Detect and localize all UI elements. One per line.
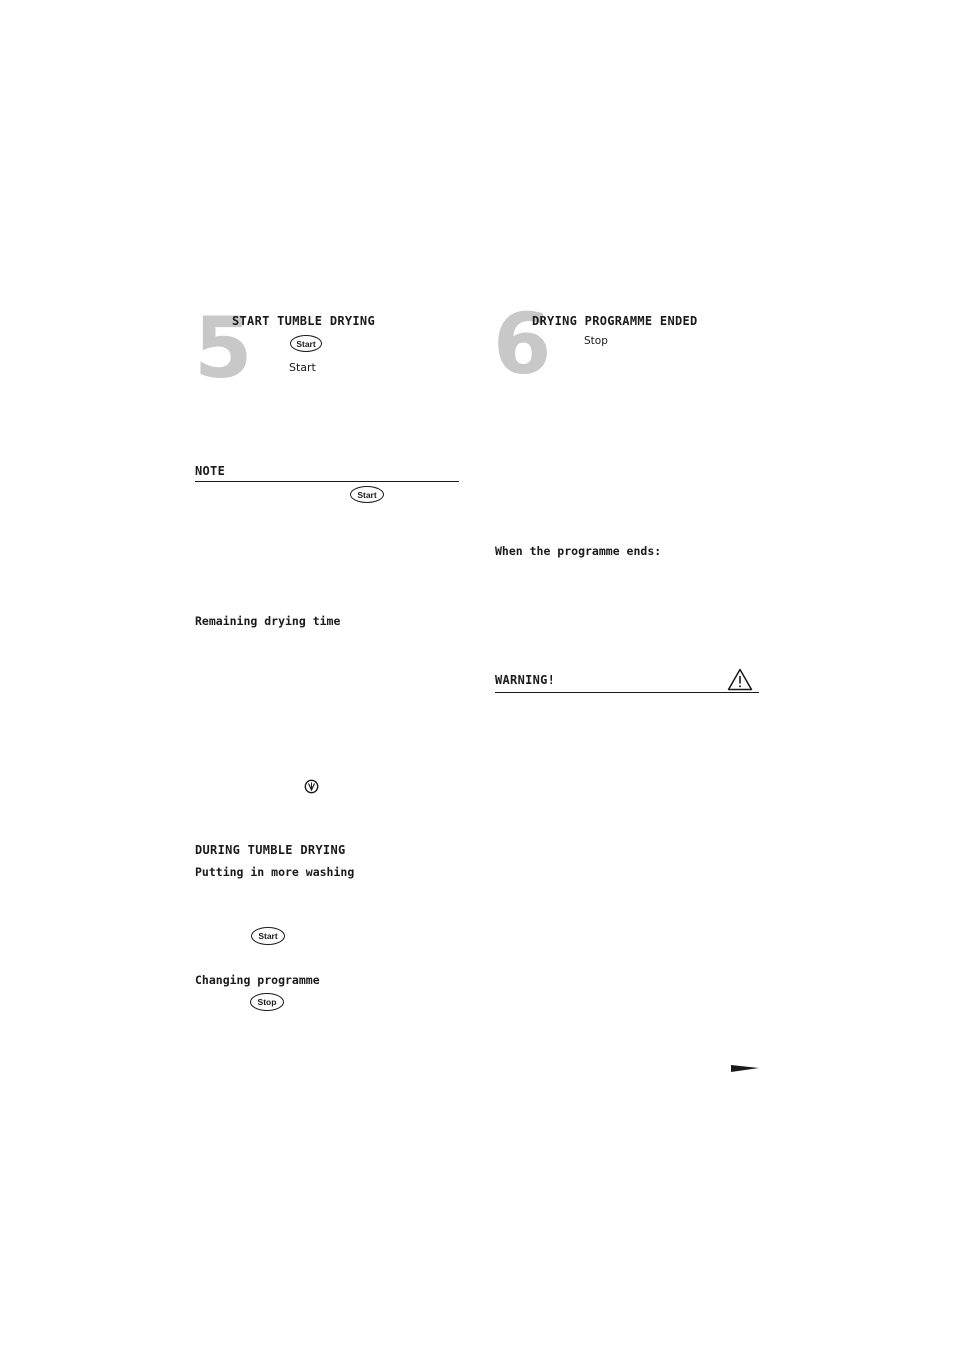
drum-light-icon [304,779,319,794]
step5-title: START TUMBLE DRYING [232,314,375,328]
warning-rule [495,692,759,693]
note-title: NOTE [195,464,226,478]
stop-text: Stop [584,335,608,347]
warning-title: WARNING! [495,673,556,687]
next-page-arrow-icon[interactable] [730,1061,760,1073]
note-rule [195,481,459,482]
note-start-button[interactable]: Start [350,486,384,503]
changing-programme-heading: Changing programme [195,973,320,987]
stop-button[interactable]: Stop [250,993,284,1011]
remaining-drying-time-heading: Remaining drying time [195,614,341,628]
step-number-6: 6 [493,295,550,393]
during-start-button[interactable]: Start [251,927,285,945]
putting-more-washing-heading: Putting in more washing [195,865,355,879]
warning-triangle-icon [727,668,753,691]
start-caption: Start [289,361,316,374]
step-number-5: 5 [194,299,251,397]
during-tumble-drying-title: DURING TUMBLE DRYING [195,843,346,857]
when-programme-ends-heading: When the programme ends: [495,544,662,558]
step6-title: DRYING PROGRAMME ENDED [532,314,698,328]
start-button[interactable]: Start [290,335,322,352]
